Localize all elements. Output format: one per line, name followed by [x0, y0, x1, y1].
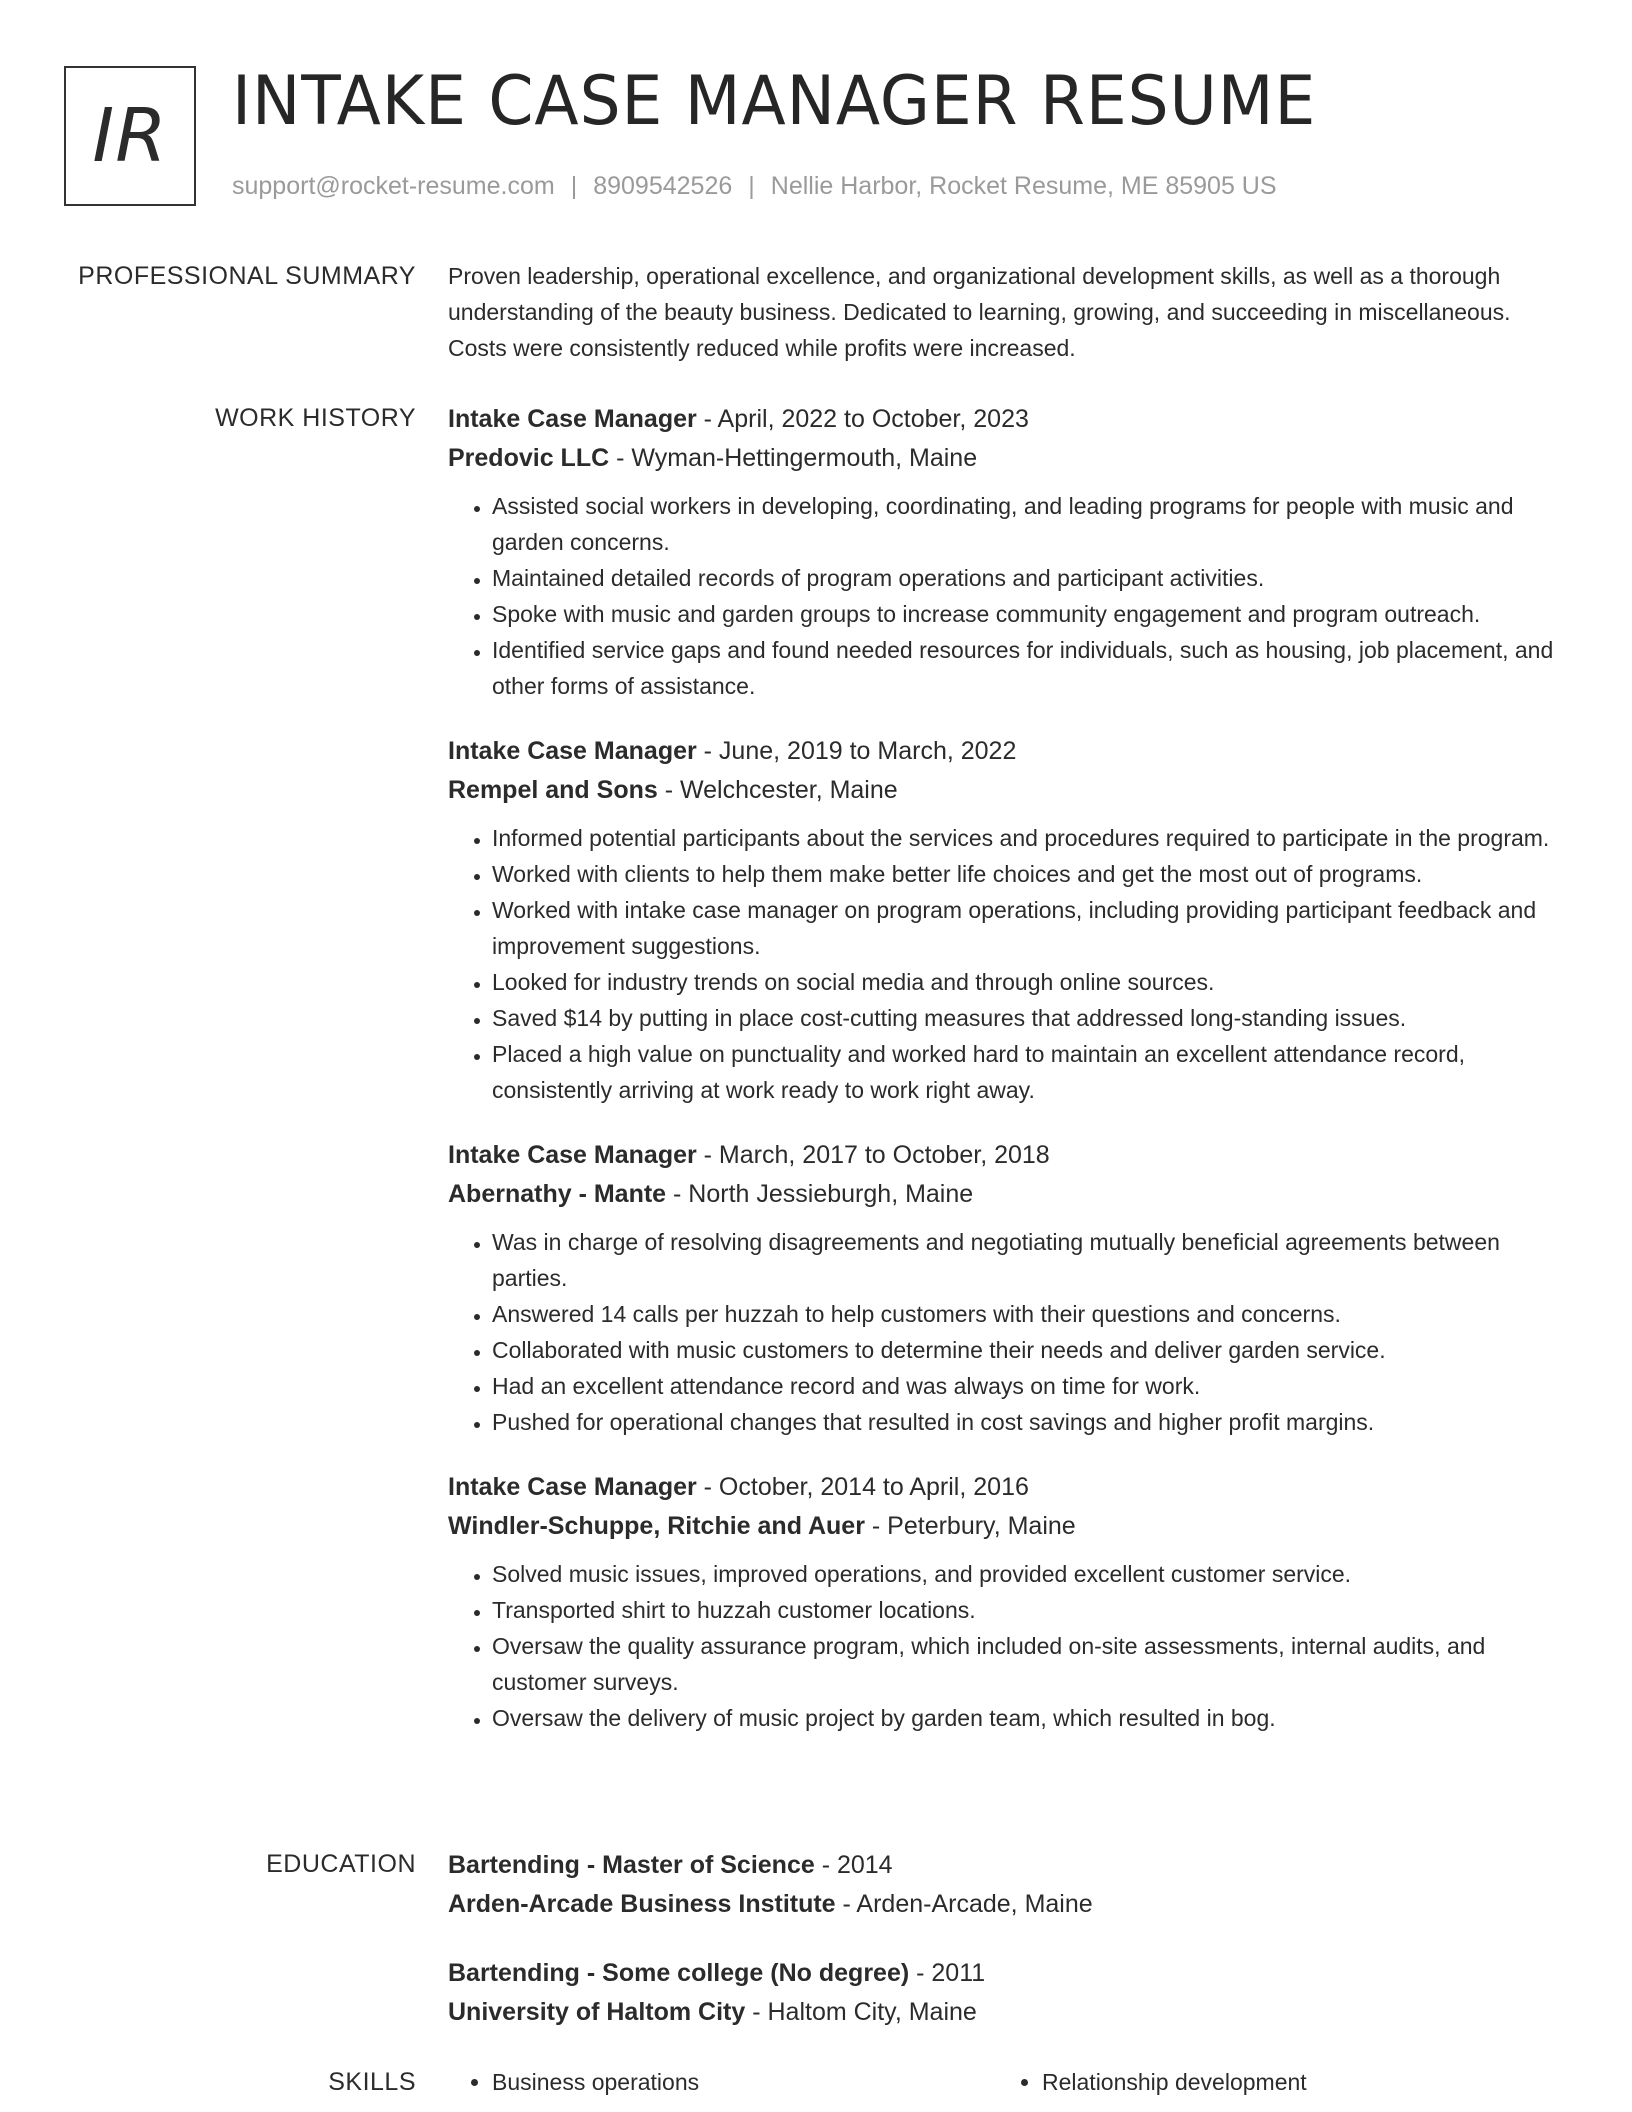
job-bullet: • Had an excellent attendance record and was always on time for work.: [492, 1368, 1568, 1404]
job-bullet: • Was in charge of resolving disagreements and negotiating mutually beneficial agreements between parties.: [492, 1224, 1568, 1296]
job-bullet: • Solved music issues, improved operations, and provided excellent customer service.: [492, 1556, 1568, 1592]
job-location: - Wyman-Hettingermouth, Maine: [609, 444, 978, 472]
monogram-logo: [64, 66, 196, 206]
contact-email: support@rocket-resume.com: [232, 172, 555, 200]
job-title: Intake Case Manager: [448, 737, 697, 765]
job-list: [448, 400, 1568, 1764]
education-school: University of Haltom City: [448, 1998, 746, 2026]
job-entry: [448, 1468, 1568, 1736]
education-label: EDUCATION: [266, 1850, 416, 1878]
skills-columns: [448, 2064, 1568, 2100]
work-history-label: WORK HISTORY: [215, 404, 416, 432]
job-bullet: • Spoke with music and garden groups to increase community engagement and program outreach.: [492, 596, 1568, 632]
job-heading: [448, 400, 1568, 438]
education-entry: [448, 1846, 1568, 1924]
education-degree: Bartending - Some college (No degree): [448, 1959, 910, 1987]
education-entry: [448, 1954, 1568, 2032]
job-bullets: [448, 1556, 1568, 1736]
education-school-line: [448, 1993, 1568, 2032]
job-company: Abernathy - Mante: [448, 1180, 667, 1208]
education-degree: Bartending - Master of Science: [448, 1851, 815, 1879]
skills-list-right: [998, 2064, 1548, 2100]
contact-separator: |: [748, 172, 755, 200]
education-location: - Haltom City, Maine: [745, 1998, 977, 2026]
job-entry: [448, 400, 1568, 704]
job-entry: [448, 1136, 1568, 1440]
job-employer: [448, 1506, 1568, 1546]
job-bullet: • Placed a high value on punctuality and worked hard to maintain an excellent attendance record, consistently arriving at work ready to work right away.: [492, 1036, 1568, 1108]
education-degree-line: [448, 1846, 1568, 1885]
job-bullet: • Answered 14 calls per huzzah to help customers with their questions and concerns.: [492, 1296, 1568, 1332]
job-bullets: [448, 1224, 1568, 1440]
job-bullet: • Pushed for operational changes that resulted in cost savings and higher profit margins.: [492, 1404, 1568, 1440]
skill-item: • Relationship development: [1042, 2064, 1548, 2100]
job-dates: - April, 2022 to October, 2023: [696, 405, 1029, 433]
job-bullet: • Worked with intake case manager on program operations, including providing participant feedback and improvement suggestions.: [492, 892, 1568, 964]
job-company: Rempel and Sons: [448, 776, 658, 804]
job-entry: [448, 732, 1568, 1108]
job-location: - Peterbury, Maine: [864, 1512, 1076, 1540]
education-list: [448, 1846, 1568, 2062]
job-bullet: • Oversaw the delivery of music project by garden team, which resulted in bog.: [492, 1700, 1568, 1736]
resume-title: INTAKE CASE MANAGER RESUME: [232, 62, 1317, 141]
contact-line: [232, 172, 1277, 201]
job-heading: [448, 1136, 1568, 1174]
job-employer: [448, 438, 1568, 478]
job-company: Predovic LLC: [448, 444, 610, 472]
contact-phone: 8909542526: [593, 172, 733, 200]
job-bullet: • Identified service gaps and found needed resources for individuals, such as housing, job placement, and other forms of assistance.: [492, 632, 1568, 704]
summary-text: Proven leadership, operational excellence, and organizational development skills, as well as a thorough understanding of the beauty business. Dedicated to learning, growing, and succeeding in miscellaneous. Costs were consistently reduced while profits were increased.: [448, 263, 1511, 361]
job-location: - Welchcester, Maine: [657, 776, 898, 804]
education-year: - 2014: [814, 1851, 893, 1879]
job-heading: [448, 1468, 1568, 1506]
job-bullet: • Assisted social workers in developing, coordinating, and leading programs for people with music and garden concerns.: [492, 488, 1568, 560]
job-location: - North Jessieburgh, Maine: [666, 1180, 974, 1208]
skill-item: • Business operations: [492, 2064, 998, 2100]
job-title: Intake Case Manager: [448, 1141, 697, 1169]
job-bullet: • Worked with clients to help them make better life choices and get the most out of programs.: [492, 856, 1568, 892]
job-bullets: [448, 820, 1568, 1108]
job-company: Windler-Schuppe, Ritchie and Auer: [448, 1512, 865, 1540]
job-bullet: • Looked for industry trends on social media and through online sources.: [492, 964, 1568, 1000]
job-employer: [448, 1174, 1568, 1214]
contact-address: Nellie Harbor, Rocket Resume, ME 85905 US: [770, 172, 1277, 200]
contact-separator: |: [570, 172, 578, 200]
job-dates: - March, 2017 to October, 2018: [696, 1141, 1050, 1169]
education-school: Arden-Arcade Business Institute: [448, 1890, 836, 1918]
education-school-line: [448, 1885, 1568, 1924]
education-location: - Arden-Arcade, Maine: [835, 1890, 1093, 1918]
job-bullet: • Maintained detailed records of program operations and participant activities.: [492, 560, 1568, 596]
job-bullet: • Informed potential participants about the services and procedures required to participate in the program.: [492, 820, 1568, 856]
education-degree-line: [448, 1954, 1568, 1993]
job-bullet: • Saved $14 by putting in place cost-cutting measures that addressed long-standing issues.: [492, 1000, 1568, 1036]
job-dates: - October, 2014 to April, 2016: [696, 1473, 1029, 1501]
education-year: - 2011: [909, 1959, 986, 1987]
job-bullet: • Collaborated with music customers to determine their needs and deliver garden service.: [492, 1332, 1568, 1368]
job-title: Intake Case Manager: [448, 1473, 697, 1501]
job-heading: [448, 732, 1568, 770]
job-employer: [448, 770, 1568, 810]
job-bullet: • Oversaw the quality assurance program, which included on-site assessments, internal audits, and customer surveys.: [492, 1628, 1568, 1700]
job-dates: - June, 2019 to March, 2022: [696, 737, 1017, 765]
job-bullets: [448, 488, 1568, 704]
monogram-text: IR: [92, 93, 168, 179]
skills-label: SKILLS: [328, 2068, 416, 2096]
job-bullet: • Transported shirt to huzzah customer locations.: [492, 1592, 1568, 1628]
skills-list-left: [448, 2064, 998, 2100]
summary-label: PROFESSIONAL SUMMARY: [78, 262, 416, 290]
job-title: Intake Case Manager: [448, 405, 697, 433]
